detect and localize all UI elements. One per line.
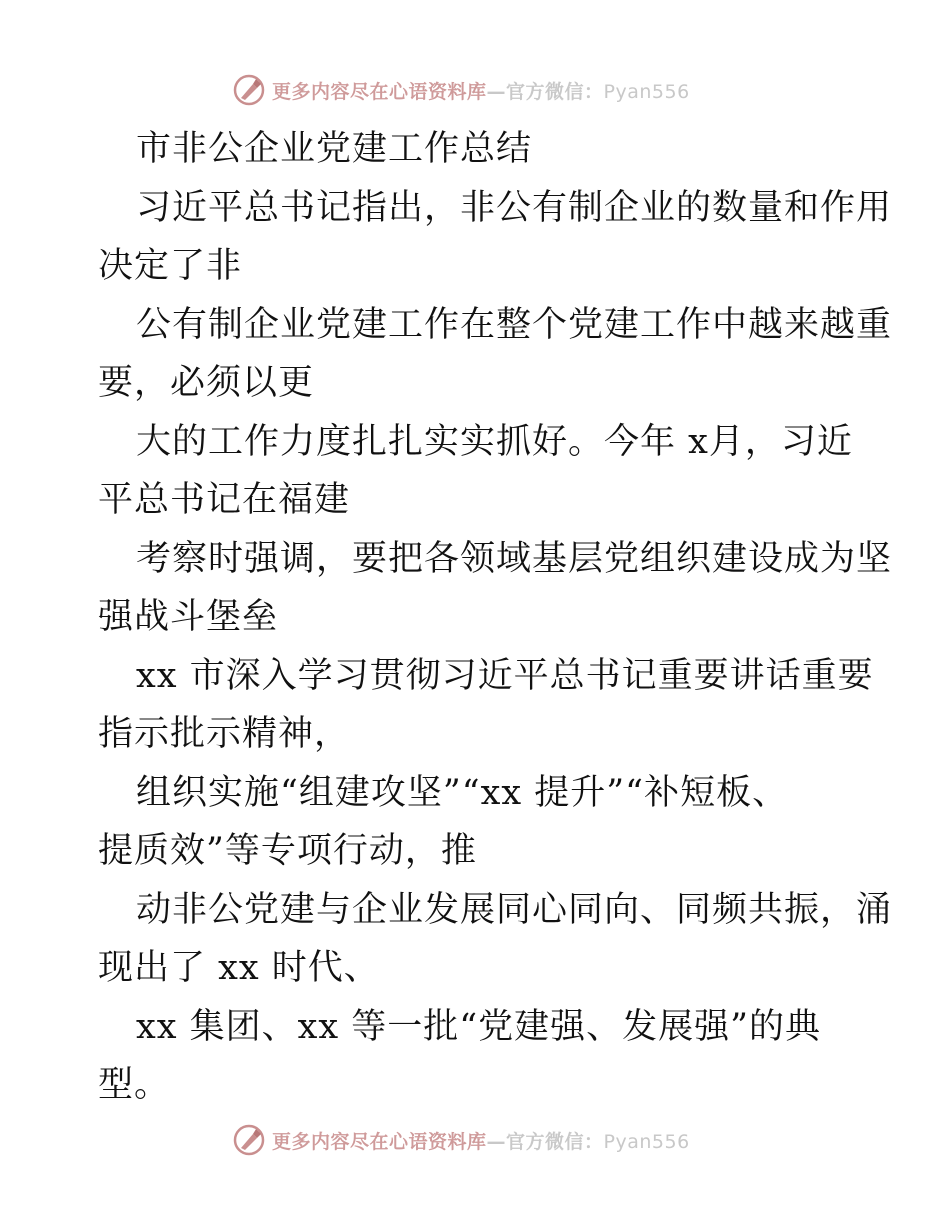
paragraph-line: xx 集团、xx 等一批“党建强、发展强”的典 [136,1006,821,1047]
paragraph-line: 要，必须以更 [98,363,315,403]
watermark-text: 更多内容尽在心语资料库—官方微信：Pyan556 [272,80,690,103]
paragraph-line: 公有制企业党建工作在整个党建工作中越来越重 [136,304,893,345]
paragraph-line: 动非公党建与企业发展同心同向、同频共振，涌 [136,889,893,930]
footer-watermark [232,1122,690,1158]
pen-nib-logo-icon [232,73,266,107]
paragraph-line: 决定了非 [98,246,243,286]
paragraph-line: 提质效”等专项行动，推 [98,831,477,871]
paragraph-line: 现出了 xx 时代、 [98,948,380,988]
paragraph-line: xx 市深入学习贯彻习近平总书记重要讲话重要 [136,655,874,696]
paragraph-line: 考察时强调，要把各领域基层党组织建设成为坚 [136,538,893,579]
paragraph-line: 型。 [98,1065,171,1105]
paragraph-line: 指示批示精神， [98,714,351,754]
pen-nib-logo-icon [232,1123,266,1157]
header-watermark [232,72,690,108]
watermark-text: 更多内容尽在心语资料库—官方微信：Pyan556 [272,1130,690,1153]
paragraph-line: 强战斗堡垒 [98,597,279,637]
document-title: 市非公企业党建工作总结 [136,129,533,169]
paragraph-line: 平总书记在福建 [98,480,351,520]
paragraph-line: 大的工作力度扎扎实实抓好。今年 x月，习近 [136,421,853,462]
paragraph-line: 习近平总书记指出，非公有制企业的数量和作用 [136,187,893,228]
paragraph-line: 组织实施“组建攻坚”“xx 提升”“补短板、 [136,772,789,813]
document-body [98,120,893,1115]
